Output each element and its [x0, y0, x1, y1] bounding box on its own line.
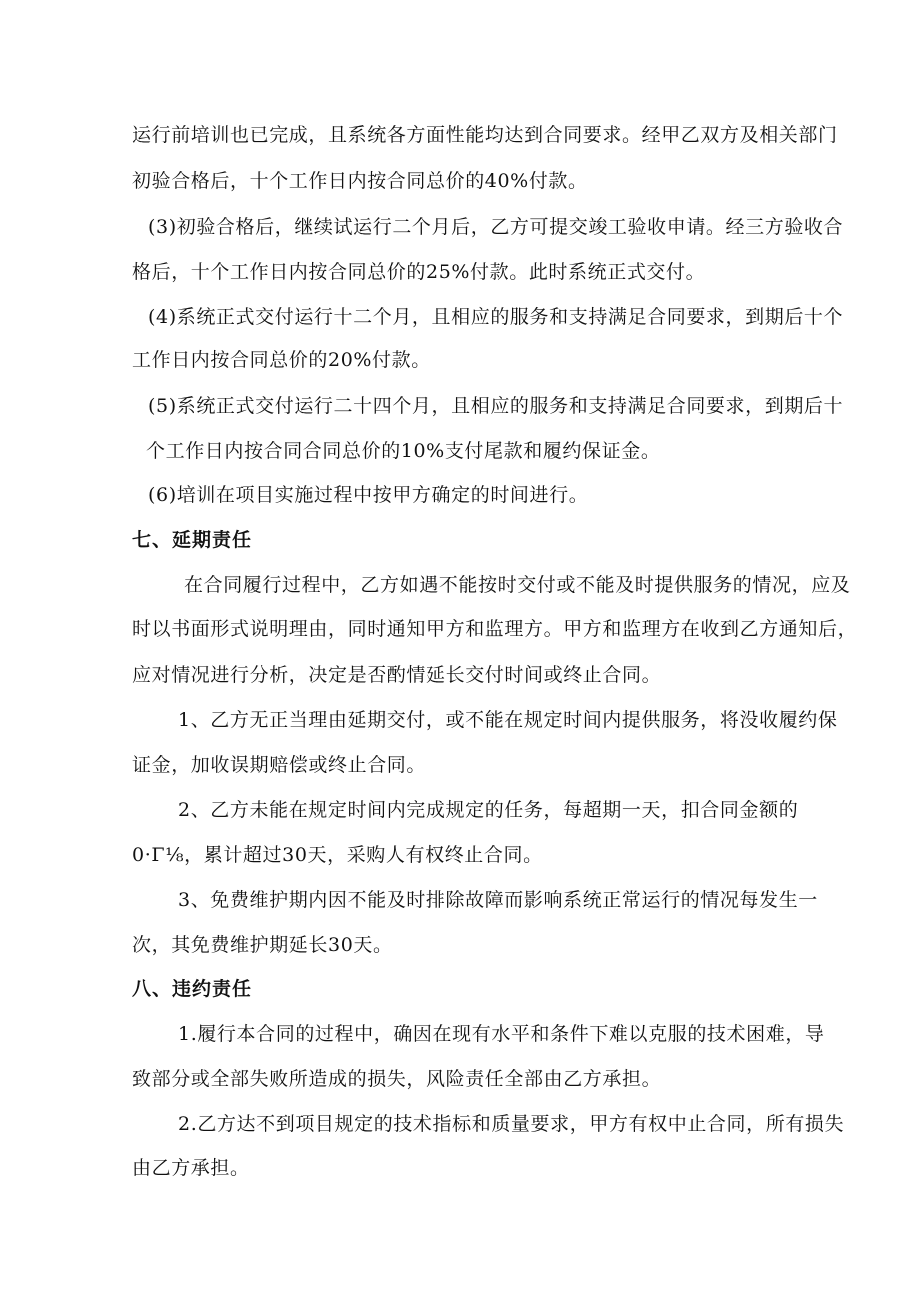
text-line: 运行前培训也已完成，且系统各方面性能均达到合同要求。经甲乙双方及相关部门	[132, 124, 838, 146]
text-line: 0·Γ⅛，累计超过30天，采购人有权终止合同。	[132, 844, 543, 866]
text-line: 个工作日内按合同合同总价的10%支付尾款和履约保证金。	[146, 440, 661, 462]
text-line: 2.乙方达不到项目规定的技术指标和质量要求，甲方有权中止合同，所有损失	[178, 1113, 845, 1135]
text-line: 工作日内按合同总价的20%付款。	[132, 349, 431, 371]
text-line: 1.履行本合同的过程中，确因在现有水平和条件下难以克服的技术困难，导	[178, 1023, 825, 1045]
section-heading: 八、违约责任	[132, 978, 253, 1000]
text-line: 次，其免费维护期延长30天。	[132, 934, 393, 956]
text-line: 初验合格后，十个工作日内按合同总价的40%付款。	[132, 170, 588, 192]
text-line: 1、乙方无正当理由延期交付，或不能在规定时间内提供服务，将没收履约保	[178, 709, 838, 731]
text-line: 由乙方承担。	[132, 1157, 250, 1179]
text-line: (6)培训在项目实施过程中按甲方确定的时间进行。	[148, 484, 589, 506]
text-line: 证金，加收误期赔偿或终止合同。	[132, 754, 427, 776]
text-line: 2、乙方未能在规定时间内完成规定的任务，每超期一天，扣合同金额的	[178, 799, 799, 821]
text-line: (3)初验合格后，继续试运行二个月后，乙方可提交竣工验收申请。经三方验收合	[148, 216, 844, 238]
text-line: 致部分或全部失败所造成的损失，风险责任全部由乙方承担。	[132, 1068, 662, 1090]
text-line: 在合同履行过程中，乙方如遇不能按时交付或不能及时提供服务的情况，应及	[184, 574, 851, 596]
section-heading: 七、延期责任	[132, 529, 253, 551]
text-line: (4)系统正式交付运行十二个月，且相应的服务和支持满足合同要求，到期后十个	[148, 306, 844, 328]
text-line: 应对情况进行分析，决定是否酌情延长交付时间或终止合同。	[132, 664, 662, 686]
text-line: (5)系统正式交付运行二十四个月，且相应的服务和支持满足合同要求，到期后十	[148, 395, 844, 417]
text-line: 3、免费维护期内因不能及时排除故障而影响系统正常运行的情况每发生一	[178, 889, 818, 911]
text-line: 时以书面形式说明理由，同时通知甲方和监理方。甲方和监理方在收到乙方通知后，	[132, 618, 858, 640]
text-line: 格后，十个工作日内按合同总价的25%付款。此时系统正式交付。	[132, 261, 706, 283]
